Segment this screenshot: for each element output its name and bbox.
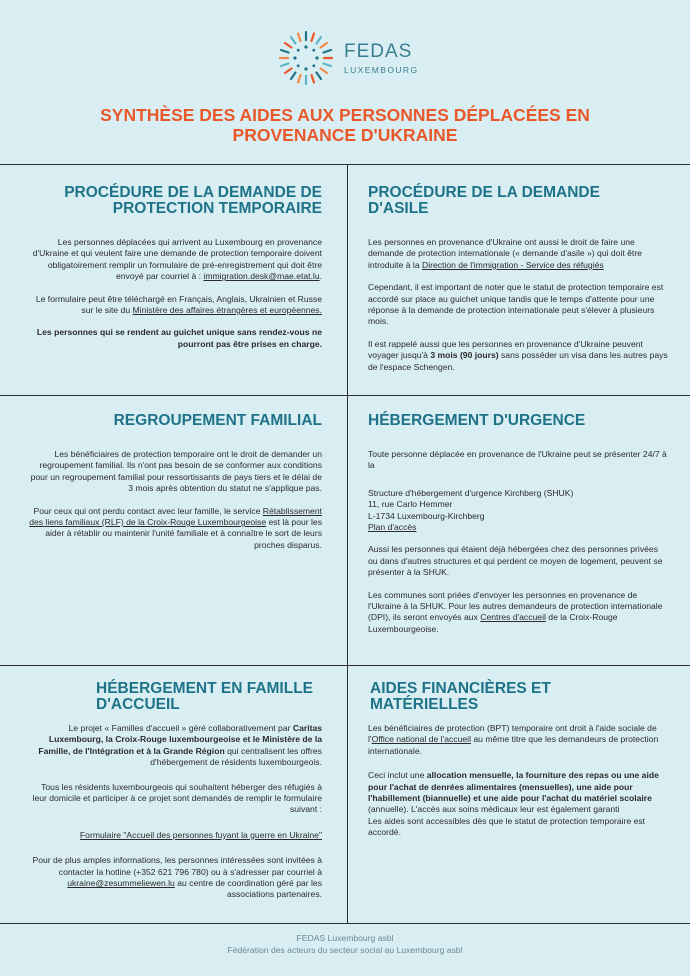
section-title: AIDES FINANCIÈRES ET MATÉRIELLES [370,680,551,713]
footer-org-description: Fédération des acteurs du secteur social au Luxembourg asbl [227,945,463,955]
paragraph: Aussi les personnes qui étaient déjà hébergées chez des personnes privées ou dans d'autres structures et qui perdent ce moyen de logement, peuvent se présenter à la SHUK. [368,544,663,578]
paragraph: Toute personne déplacée en provenance de l'Ukraine peut se présenter 24/7 à la [368,449,667,471]
paragraph: Les personnes qui se rendent au guichet unique sans rendez-vous ne pourront pas être prises en charge. [36,327,322,349]
paragraph: Le projet « Familles d'accueil » géré collaborativement par Caritas Luxembourg, la Croix-Rouge luxembourgeoise et le Ministère de la Famille, de l'Intégration et à la Grande Région qui centralisent les offres d'hébergement de résidents luxembourgeois. [38,723,322,768]
formulaire-accueil-link[interactable]: Formulaire "Accueil des personnes fuyant la guerre en Ukraine" [79,829,322,840]
immigration-email-link[interactable]: immigration.desk@mae.etat.lu [203,271,320,282]
divider-middle-1 [0,395,690,396]
logo-name: FEDAS [344,41,413,62]
rlf-croix-rouge-link[interactable]: Rétablissement des liens familiaux (RLF) de la Croix-Rouge Luxembourgeoise [29,505,322,528]
centres-accueil-link[interactable]: Centres d'accueil [480,612,546,623]
divider-bottom [0,923,690,924]
section-title: PROCÉDURE DE LA DEMANDE D'ASILE [368,184,600,217]
divider-middle-2 [0,665,690,666]
section-regroupement-familial [28,413,322,551]
section-title: REGROUPEMENT FAMILIAL [113,412,322,429]
paragraph: Les communes sont priées d'envoyer les personnes en provenance de l'Ukraine à la SHUK. Pour les autres demandeurs de protection internationale (DPI), ils seront envoyés aux Centres d'accueil de la Croix-Rouge Luxembourgeoise. [368,589,663,634]
logo-subtitle: LUXEMBOURG [344,65,419,75]
paragraph: Pour ceux qui ont perdu contact avec leur famille, le service Rétablissement des liens familiaux (RLF) de la Croix-Rouge Luxembourgeoise est là pour les aider à rétablir ou maintenir l'unité familiale et à connaître le sort de leurs proches disparus. [29,505,322,550]
page-title-line2: PROVENANCE D'UKRAINE [232,125,458,145]
paragraph: Les personnes en provenance d'Ukraine ont aussi le droit de faire une demande de protection internationale (« demande d'asile ») qui doit être introduite à la Direction de l'immigration - Service des réfugiés [368,237,642,270]
direction-immigration-link[interactable]: Direction de l'immigration - Service des réfugiés [421,259,604,270]
section-demande-asile [368,185,668,373]
page-footer [0,932,690,956]
page-title [20,105,670,145]
paragraph: Le formulaire peut être téléchargé en Français, Anglais, Ukrainien et Russe sur le site du Ministère des affaires étrangères et européennes. [35,293,322,316]
paragraph [28,830,322,841]
page-header [0,0,690,164]
zesummeliewen-email-link[interactable]: ukraine@zesummeliewen.lu [67,878,175,889]
ministere-link[interactable]: Ministère des affaires étrangères et européennes. [132,305,322,316]
office-accueil-link[interactable]: Office national de l'accueil [371,734,471,745]
fedas-logo-icon [276,28,336,88]
paragraph: Tous les résidents luxembourgeois qui souhaitent héberger des réfugiés à leur domicile et participer à ce projet sont demandés de remplir le formulaire suivant : [32,781,322,815]
fedas-logo [276,28,426,84]
section-hebergement-urgence [368,413,668,635]
page-title-line1: SYNTHÈSE DES AIDES AUX PERSONNES DÉPLACÉES EN [100,105,590,125]
section-title: PROCÉDURE DE LA DEMANDE DE PROTECTION TEMPORAIRE [64,184,322,217]
section-hebergement-famille [28,681,322,901]
shuk-address: Structure d'hébergement d'urgence Kirchberg (SHUK) 11, rue Carlo Hemmer L-1734 Luxembourg-Kirchberg Plan d'accès [368,487,574,533]
paragraph: Pour de plus amples informations, les personnes intéressées sont invitées à contacter la hotline (+352 621 796 780) ou à s'adresser par courriel à ukraine@zesummeliewen.lu au centre de coordination géré par les associations partenaires. [32,855,322,900]
section-title: HÉBERGEMENT D'URGENCE [368,412,586,429]
footer-org-name: FEDAS Luxembourg asbl [296,933,394,943]
divider-top [0,164,690,165]
section-title: HÉBERGEMENT EN FAMILLE D'ACCUEIL [96,680,314,713]
paragraph: Les bénéficiaires de protection temporaire ont le droit de demander un regroupement familial. Ils n'ont pas besoin de se conformer aux conditions pour un regroupement familial pour ressortissants de pays tiers et le délai de 3 mois après obtention du statut ne s'applique pas. [30,449,322,494]
divider-vertical [347,164,348,923]
section-aides-financieres [368,681,668,839]
section-protection-temporaire [28,185,322,350]
plan-acces-link[interactable]: Plan d'accès [368,522,417,533]
paragraph: Les bénéficiaires de protection (BPT) temporaire ont droit à l'aide sociale de l'Office national de l'accueil au même titre que les demandeurs de protection internationale. [368,723,659,756]
paragraph: Les personnes déplacées qui arrivent au Luxembourg en provenance d'Ukraine et qui veulent faire une demande de protection temporaire doivent obligatoirement remplir un formulaire de pré-enregistrement qui doit être envoyé par courriel à : immigration.desk@mae.etat.lu. [32,237,322,282]
paragraph: Cependant, il est important de noter que le statut de protection temporaire est accordé sur place au guichet unique tandis que le temps d'attente pour une réponse à la demande de protection internationale peut s'élever à plusieurs mois. [368,282,664,327]
paragraph: Il est rappelé aussi que les personnes en provenance d'Ukraine peuvent voyager jusqu'à 3 mois (90 jours) sans posséder un visa dans les autres pays de l'espace Schengen. [368,338,668,372]
paragraph: Ceci inclut une allocation mensuelle, la fourniture des repas ou une aide pour l'achat de denrées alimentaires (mensuelles), une aide pour l'habillement (biannuelle) et une aide pour l'achat du matériel scolaire (annuelle). L'accès aux soins médicaux leur est également garanti Les aides sont accessibles dès que le statut de protection temporaire est accordé. [368,770,659,838]
